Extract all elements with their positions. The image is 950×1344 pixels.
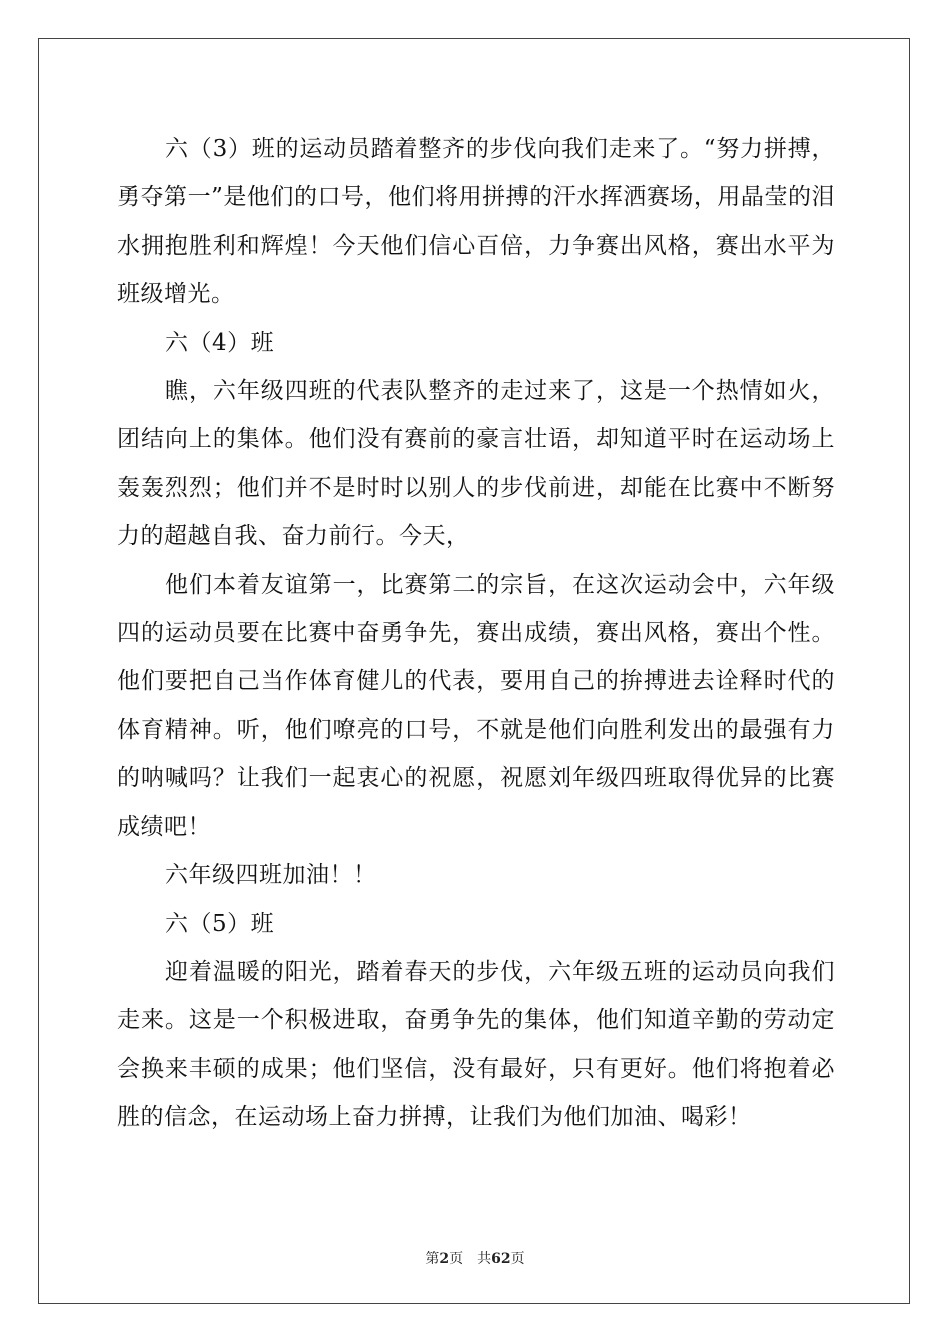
total-suffix: 页 xyxy=(510,1251,525,1267)
page-footer xyxy=(0,1248,950,1268)
section-heading-class-6-5: 六（5）班 xyxy=(165,910,275,937)
document-body xyxy=(117,125,835,1142)
paragraph: 六年级四班加油！！ xyxy=(165,862,377,889)
page-current: 2 xyxy=(439,1251,450,1267)
paragraph: 他们本着友谊第一，比赛第二的宗旨，在这次运动会中，六年级四的运动员要在比赛中奋勇争先，赛出成绩，赛出风格，赛出个性。他们要把自己当作体育健儿的代表，要用自己的拚搏进去诠释时代的体育精神。听，他们嘹亮的口号，不就是他们向胜利发出的最强有力的呐喊吗？让我们一起衷心的祝愿，祝愿刘年级四班取得优异的比赛成绩吧！ xyxy=(117,571,835,840)
page-total: 62 xyxy=(491,1251,511,1267)
paragraph: 瞧，六年级四班的代表队整齐的走过来了，这是一个热情如火，团结向上的集体。他们没有赛前的豪言壮语，却知道平时在运动场上轰轰烈烈；他们并不是时时以别人的步伐前进，却能在比赛中不断努力的超越自我、奋力前行。今天， xyxy=(117,378,835,550)
paragraph: 迎着温暖的阳光，踏着春天的步伐，六年级五班的运动员向我们走来。这是一个积极进取，奋勇争先的集体，他们知道辛勤的劳动定会换来丰硕的成果；他们坚信，没有最好，只有更好。他们将抱着必胜的信念，在运动场上奋力拼搏，让我们为他们加油、喝彩！ xyxy=(117,958,835,1131)
page-prefix: 第 xyxy=(425,1251,440,1267)
section-heading-class-6-4: 六（4）班 xyxy=(165,329,275,356)
page-suffix: 页 xyxy=(449,1251,464,1267)
total-prefix: 共 xyxy=(477,1251,492,1267)
paragraph: 六（3）班的运动员踏着整齐的步伐向我们走来了。“努力拼搏，勇夺第一”是他们的口号，他们将用拼搏的汗水挥洒赛场，用晶莹的泪水拥抱胜利和辉煌！今天他们信心百倍，力争赛出风格，赛出水平为班级增光。 xyxy=(117,136,835,308)
